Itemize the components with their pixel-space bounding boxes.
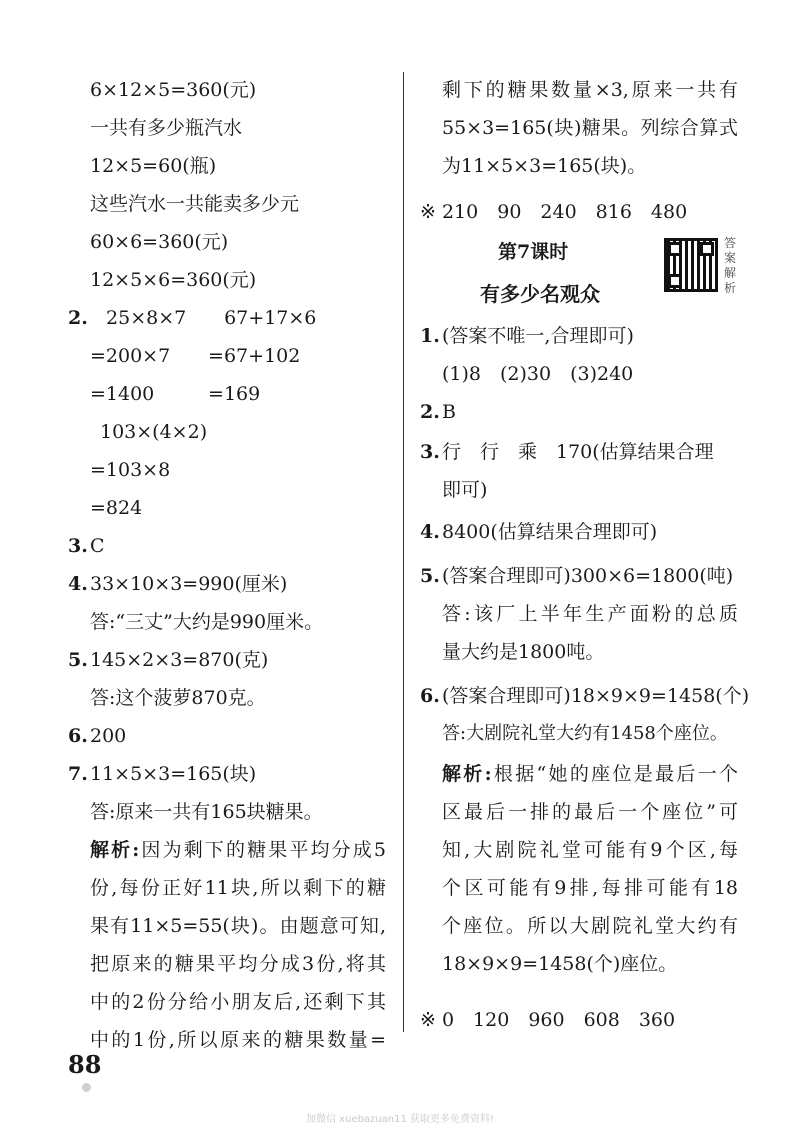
answer-text: (1)8 (2)30 (3)240 (442, 363, 634, 385)
item-number: 1. (420, 325, 440, 347)
answer-sentence: 答:这个菠萝870克。 (90, 687, 266, 709)
analysis-line: 中的2份分给小朋友后,还剩下其 (90, 991, 386, 1013)
analysis-line: 为11×5×3=165(块)。 (442, 155, 647, 177)
answer-text: 行 行 乘 170(估算结果合理 (442, 441, 714, 463)
analysis-line: 把原来的糖果平均分成3份,将其 (90, 953, 386, 975)
analysis-text: 根据“她的座位是最后一个 (491, 763, 738, 785)
extra-answers: ※ 0 120 960 608 360 (420, 1009, 676, 1031)
answer-sentence: 答:大剧院礼堂大约有1458个座位。 (442, 723, 728, 744)
calc-line: 12×5=60(瓶) (90, 155, 217, 177)
expr-step: =200×7 (90, 345, 171, 367)
item-number: 4. (420, 521, 440, 543)
answer-sentence: 量大约是1800吨。 (442, 641, 605, 663)
extra-answers: ※ 210 90 240 816 480 (420, 201, 688, 223)
calc-line: 60×6=360(元) (90, 231, 229, 253)
item-6 (420, 684, 749, 708)
expr-step: =824 (90, 497, 143, 519)
analysis-line: 果有11×5=55(块)。由题意可知, (90, 915, 386, 937)
answer-text: C (90, 535, 105, 557)
item-number: 2. (68, 307, 88, 329)
item-1 (420, 324, 634, 348)
qr-code-icon[interactable] (664, 238, 718, 292)
expr-step: =67+102 (208, 345, 301, 367)
item-4 (420, 520, 657, 544)
expr-step-row (90, 382, 260, 406)
question-line: 一共有多少瓶汽水 (90, 117, 243, 139)
item-3 (68, 534, 105, 558)
page-number: 88 (68, 1050, 102, 1079)
expr-c: 103×(4×2) (100, 421, 208, 443)
answer-text: 145×2×3=870(克) (90, 649, 269, 671)
answer-sentence: 答:该厂上半年生产面粉的总质 (442, 603, 738, 625)
qr-label: 答案解析 (724, 236, 737, 295)
answer-sentence: 答:“三丈”大约是990厘米。 (90, 611, 324, 633)
answer-text: 11×5×3=165(块) (90, 763, 257, 785)
item-4 (68, 572, 287, 596)
analysis-line: 剩下的糖果数量×3,原来一共有 (442, 79, 738, 101)
analysis-label: 解析: (442, 763, 492, 785)
question-line: 这些汽水一共能卖多少元 (90, 193, 300, 215)
analysis-line: 份,每份正好11块,所以剩下的糖 (90, 877, 386, 899)
item-7 (68, 762, 256, 786)
answer-text: (答案不唯一,合理即可) (442, 325, 634, 347)
item-number: 7. (68, 763, 88, 785)
answer-text: (答案合理即可)18×9×9=1458(个) (442, 685, 750, 707)
item-number: 4. (68, 573, 88, 595)
item-number: 3. (68, 535, 88, 557)
expr-step: =169 (208, 383, 261, 405)
answer-text: 33×10×3=990(厘米) (90, 573, 288, 595)
expr-b: 67+17×6 (224, 307, 317, 329)
calc-line: 12×5×6=360(元) (90, 269, 257, 291)
analysis-line: 知,大剧院礼堂可能有9个区,每 (442, 839, 738, 861)
analysis-line: 个座位。所以大剧院礼堂大约有 (442, 915, 738, 937)
expr-step: =1400 (90, 383, 155, 405)
analysis-line: 中的1份,所以原来的糖果数量= (90, 1029, 386, 1051)
analysis-line: 18×9×9=1458(个)座位。 (442, 953, 678, 975)
analysis-line (90, 838, 386, 862)
analysis-line: 55×3=165(块)糖果。列综合算式 (442, 117, 738, 139)
item-2 (420, 400, 456, 424)
column-divider (403, 72, 404, 1032)
item-number: 5. (420, 565, 440, 587)
item-6 (68, 724, 126, 748)
watermark: 加微信 xuebazuan11 获取更多免费资料! (305, 1114, 495, 1125)
item-5 (68, 648, 268, 672)
item-5 (420, 564, 733, 588)
item-number: 5. (68, 649, 88, 671)
item-number: 3. (420, 441, 440, 463)
answer-text: (答案合理即可)300×6=1800(吨) (442, 565, 734, 587)
page-dot-icon (82, 1083, 91, 1092)
analysis-line: 区最后一排的最后一个座位”可 (442, 801, 738, 823)
item-2 (68, 306, 316, 330)
analysis-text: 因为剩下的糖果平均分成5 (139, 839, 387, 861)
answer-sentence: 答:原来一共有165块糖果。 (90, 801, 323, 823)
answer-text: 即可) (442, 479, 488, 501)
item-3 (420, 440, 714, 464)
expr-step-row (90, 344, 300, 368)
expr-a: 25×8×7 (106, 307, 187, 329)
lesson-title: 有多少名观众 (480, 282, 600, 306)
answer-text: B (442, 401, 456, 423)
item-number: 2. (420, 401, 440, 423)
item-number: 6. (68, 725, 88, 747)
expr-step: =103×8 (90, 459, 171, 481)
item-number: 6. (420, 685, 440, 707)
calc-line: 6×12×5=360(元) (90, 79, 257, 101)
answer-text: 8400(估算结果合理即可) (442, 521, 658, 543)
analysis-label: 解析: (90, 839, 140, 861)
analysis-line: 个区可能有9排,每排可能有18 (442, 877, 738, 899)
answer-text: 200 (90, 725, 127, 747)
lesson-number: 第7课时 (498, 241, 569, 263)
analysis-line (442, 762, 738, 786)
